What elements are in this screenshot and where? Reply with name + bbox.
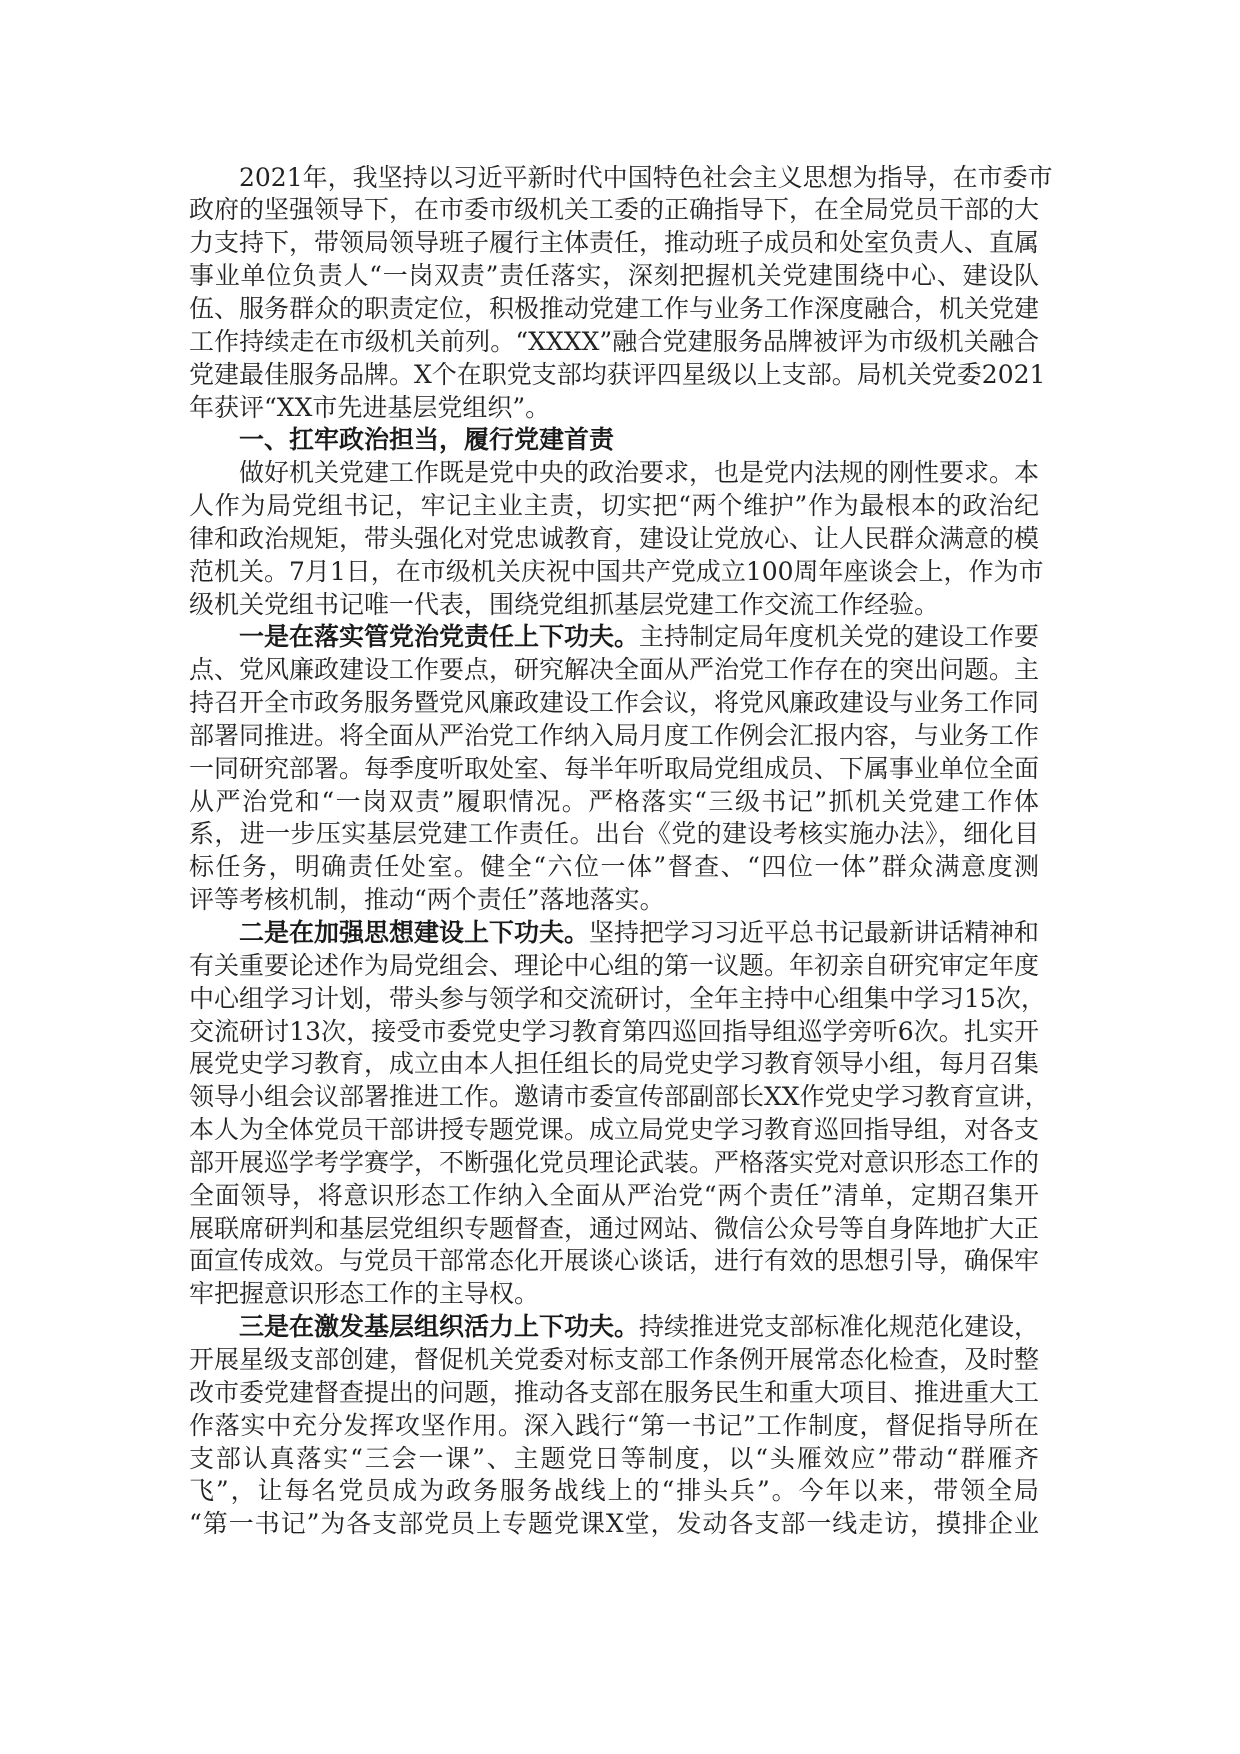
text-line: 作落实中充分发挥攻坚作用。深入践行“第一书记”工作制度，督促指导所在 [189, 1410, 1039, 1440]
text-line: 展党史学习教育，成立由本人担任组长的局党史学习教育领导小组，每月召集 [189, 1049, 1040, 1079]
text-line: 标任务，明确责任处室。健全“六位一体”督查、“四位一体”群众满意度测 [189, 852, 1039, 882]
text-line: 伍、服务群众的职责定位，积极推动党建工作与业务工作深度融合，机关党建 [189, 293, 1040, 323]
text-line: 点、党风廉政建设工作要点，研究解决全面从严治党工作存在的突出问题。主 [189, 655, 1040, 685]
text-segment: 主持制定局年度机关党的建设工作要 [639, 622, 1040, 652]
text-line: 牢把握意识形态工作的主导权。 [189, 1279, 540, 1309]
text-line [189, 621, 1039, 654]
text-line: 工作持续走在市级机关前列。“XXXX”融合党建服务品牌被评为市级机关融合 [189, 326, 1039, 356]
text-line: 飞”，让每名党员成为政务服务战线上的“排头兵”。今年以来，带领全局 [189, 1476, 1039, 1506]
text-line: 2021年，我坚持以习近平新时代中国特色社会主义思想为指导，在市委市 [239, 162, 1053, 192]
text-line: 级机关党组书记唯一代表，围绕党组抓基层党建工作交流工作经验。 [189, 589, 940, 619]
section-heading: 一、扛牢政治担当，履行党建首责 [239, 425, 615, 455]
text-line: 开展星级支部创建，督促机关党委对标支部工作条例开展常态化检查，及时整 [189, 1344, 1040, 1374]
text-line: 持召开全市政务服务暨党风廉政建设工作会议，将党风廉政建设与业务工作同 [189, 688, 1040, 718]
text-line: 一同研究部署。每季度听取处室、每半年听取局党组成员、下属事业单位全面 [189, 753, 1040, 783]
text-segment: 持续推进党支部标准化规范化建设， [639, 1312, 1040, 1342]
text-line: 评等考核机制，推动“两个责任”落地落实。 [189, 885, 665, 915]
text-line: 政府的坚强领导下，在市委市级机关工委的正确指导下，在全局党员干部的大 [189, 195, 1040, 225]
text-line: 人作为局党组书记，牢记主业主责，切实把“两个维护”作为最根本的政治纪 [189, 491, 1039, 521]
text-line [189, 917, 1039, 950]
text-line [189, 1311, 1039, 1344]
text-line: 支部认真落实“三会一课”、主题党日等制度，以“头雁效应”带动“群雁齐 [189, 1443, 1039, 1473]
paragraph-lead: 二是在加强思想建设上下功夫。 [239, 918, 590, 947]
text-line: 改市委党建督查提出的问题，推动各支部在服务民生和重大项目、推进重大工 [189, 1377, 1040, 1407]
text-line: 年获评“XX市先进基层党组织”。 [189, 392, 551, 422]
text-line: 范机关。7月1日，在市级机关庆祝中国共产党成立100周年座谈会上，作为市 [189, 556, 1044, 586]
text-line: 事业单位负责人“一岗双责”责任落实，深刻把握机关党建围绕中心、建设队 [189, 261, 1039, 291]
paragraph-lead: 一是在落实管党治党责任上下功夫。 [239, 622, 640, 652]
text-line: 领导小组会议部署推进工作。邀请市委宣传部副部长XX作党史学习教育宣讲， [189, 1082, 1050, 1112]
text-line: 面宣传成效。与党员干部常态化开展谈心谈话，进行有效的思想引导，确保牢 [189, 1246, 1040, 1276]
document-body [189, 162, 1053, 1541]
paragraph-intro [189, 162, 1053, 425]
text-line: “第一书记”为各支部党员上专题党课X堂，发动各支部一线走访，摸排企业 [189, 1509, 1039, 1539]
text-line: 交流研讨13次，接受市委党史学习教育第四巡回指导组巡学旁听6次。扎实开 [189, 1016, 1039, 1046]
paragraph-item-1 [189, 621, 1039, 917]
text-line: 党建最佳服务品牌。X个在职党支部均获评四星级以上支部。局机关党委2021 [189, 359, 1046, 389]
paragraph-lead: 三是在激发基层组织活力上下功夫。 [239, 1312, 640, 1342]
text-line: 从严治党和“一岗双责”履职情况。严格落实“三级书记”抓机关党建工作体 [189, 786, 1039, 816]
text-line: 中心组学习计划，带头参与领学和交流研讨，全年主持中心组集中学习15次， [189, 983, 1046, 1013]
text-line: 部开展巡学考学赛学，不断强化党员理论武装。严格落实党对意识形态工作的 [189, 1147, 1040, 1177]
text-segment: 坚持把学习习近平总书记最新讲话精神和 [589, 918, 1040, 947]
text-line: 展联席研判和基层党组织专题督查，通过网站、微信公众号等自身阵地扩大正 [189, 1213, 1040, 1243]
text-line: 有关重要论述作为局党组会、理论中心组的第一议题。年初亲自研究审定年度 [189, 950, 1040, 980]
text-line: 全面领导，将意识形态工作纳入全面从严治党“两个责任”清单，定期召集开 [189, 1180, 1039, 1210]
paragraph-political-responsibility [189, 457, 1044, 621]
text-line: 做好机关党建工作既是党中央的政治要求，也是党内法规的刚性要求。本 [239, 458, 1040, 488]
paragraph-item-2 [189, 917, 1050, 1311]
text-line: 律和政治规矩，带头强化对党忠诚教育，建设让党放心、让人民群众满意的模 [189, 523, 1040, 553]
text-line: 力支持下，带领局领导班子履行主体责任，推动班子成员和处室负责人、直属 [189, 228, 1040, 258]
paragraph-item-3 [189, 1311, 1039, 1541]
text-line: 系，进一步压实基层党建工作责任。出台《党的建设考核实施办法》，细化目 [189, 819, 1039, 849]
text-line: 本人为全体党员干部讲授专题党课。成立局党史学习教育巡回指导组，对各支 [189, 1115, 1040, 1145]
text-line: 部署同推进。将全面从严治党工作纳入局月度工作例会汇报内容，与业务工作 [189, 720, 1040, 750]
